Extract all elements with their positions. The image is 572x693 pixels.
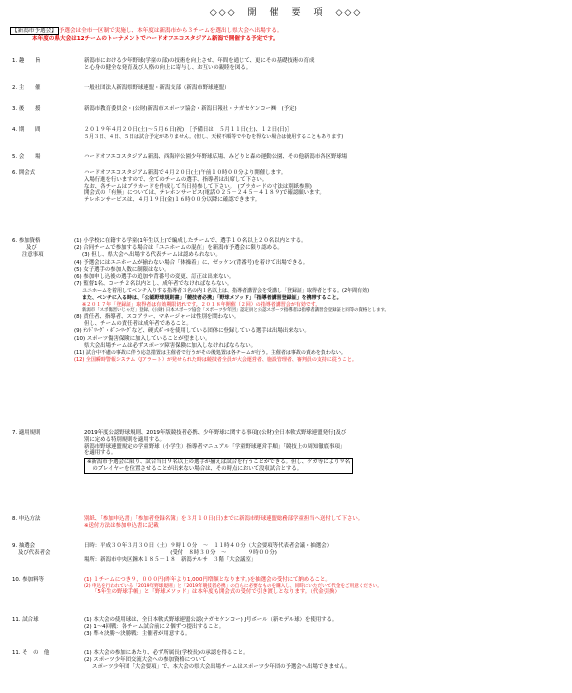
text-line: ※送付方法は参加申込書に記載: [84, 522, 159, 529]
text-line: (1) 本大会の参加にあたり、必ず所属長(学校長)の承認を得ること。: [84, 650, 249, 656]
notice-line-2: 本年度の県大会は12チームのトーナメントでハードオフエコスタジアム新潟で開催する予定です。: [32, 35, 279, 42]
text-line: ※２０１７年「登録証」取得者は有効期限切れです。２０１８年開催（２回）の指導者講習会が有効です。: [82, 301, 321, 308]
text-line: を適用する。: [84, 450, 117, 457]
text-line: (6) 参加申し込後の選手の追加や背番号の変更、訂正は出来ない。: [74, 273, 235, 280]
section-number: 6. 開会式: [12, 170, 36, 176]
text-line: テレホンサービスは、４月１９日(金)１６時００分以降に確認できます。: [84, 197, 261, 203]
text-line: (9) ﾃﾝﾄﾞﾘｰｸﾞ・ﾎﾞﾆｰﾘｰｸﾞなど、硬式ﾎﾞｰﾙを使用している団体に登録している選手は出場出来ない。: [74, 328, 310, 335]
text-line: 新潟市野球連盟規定の学童野球（小学生）指導者マニュアル「学童野球運営手順」「競技上の周知徹底事項」: [84, 443, 346, 450]
text-line: 別紙、「参加申込書」「参加者登録名簿」を３月１０日(日)までに新潟市野球連盟総務部学童担当へ送付して下さい。: [84, 516, 364, 522]
text-line: 一般社団法人新潟県野球連盟・新潟支部（新潟市野球連盟）: [84, 85, 230, 91]
text-line: (8) 責任者、指導者、スコアラー、マネージャーは性別を問わない。: [74, 314, 240, 321]
text-line: (受付 ８時３０分 ～ ９時００分): [84, 549, 277, 556]
section-number: 5. 会 場: [12, 154, 41, 160]
text-line: ※新潟市予選会に限り、試合当日９名以上の選手が揃えば試合を行うことができる。但し、ケガ等により９名: [87, 459, 351, 465]
document-title: ◇◇◇ 開 催 要 項 ◇◇◇: [209, 8, 363, 18]
section-number: 9. 抽選会: [12, 543, 36, 549]
text-line: ２０１９年４月２０日(土)～５月６日(祝) ［予備日は ５月１１日(土)、１２日(日)］: [84, 127, 293, 133]
section-number: 10. 参加料等: [12, 577, 44, 583]
text-line: 但し、チームの責任者は成年者であること。: [84, 321, 192, 328]
section-number: 2. 主 催: [12, 85, 41, 91]
text-line: (2) スポーツ少年団交流大会への参加資格について: [84, 656, 207, 663]
text-line: 新潟市教育委員会・(公財)新潟市スポーツ協会・新潟日報社・ナガセケンコー㈱ (予定): [84, 106, 297, 112]
text-line: 場所：新潟市中央区鐘木１８５－１８ 新潟テルサ ３階「大会議室」: [84, 556, 257, 563]
text-line: と心身の健全な発育及び人格の向上に寄与し、お互いの親睦を図る。: [84, 64, 252, 71]
text-line: また、ベンチに入る時は、「公認野球規則書」「競技者必携」「野球メソッド」「指導者講習登録証」を携帯すること。: [82, 294, 342, 301]
text-line: 別に定める特別規則を適用する。: [84, 436, 165, 443]
text-line: なお、各チームはプラカードを作成して当日持参して下さい。 (プラカードの寸法は別紙参照): [84, 183, 312, 190]
section-number: 3. 後 援: [12, 106, 41, 112]
special-rule-box: [84, 458, 353, 474]
text-line: ハードオフエコスタジアム新潟、西海岸公園少年野球広場、みどりと森の運動公園、その他新潟市各区野球場: [84, 154, 348, 160]
section-number: 7. 適用規則: [12, 430, 41, 436]
section-number: 8. 申込方法: [12, 516, 41, 522]
text-line: (5) 女子選手の参加人数に制限はない。: [74, 266, 170, 273]
section-number: 4. 期 間: [12, 127, 41, 133]
text-line: 新潟市「スポ傷害いじゃだ」登録、(公財) 日本スポーツ協会「スポーツ少年団」認定員と公認スポーツ指導者は指導者講習会登録証と同等の資格とします。: [82, 308, 389, 314]
section-number: 1. 趣 旨: [12, 58, 41, 64]
text-line: 開会式の「有無」については、テレホンサービス(電話０２５－２４５－４１８９)で確認願います。: [84, 190, 325, 197]
text-line: (10) スポーツ傷害保険に加入していることが望ましい。: [74, 335, 211, 342]
section-number-sub: 及び代表者会: [18, 549, 51, 556]
text-line: 「5年生の野球手帳」と「野球メソッド」は本年度も開会式の受付で引き渡しとなります。（代金引換）: [92, 589, 340, 596]
text-line: (3) 準々決勝～決勝戦：主催者が用意する。: [84, 630, 191, 637]
section-number: 11. そ の 他: [12, 650, 50, 656]
text-line: 新潟市における少年野球(学童の部)の技術を向上させ、年間を通じて、更にその基礎技術の育成: [84, 58, 315, 64]
text-line: 2019年度公認野球規則、2019年版競技者必携、少年野球に関する事項[(公財)全日本軟式野球連盟発行]及び: [84, 430, 347, 436]
text-line: (7) 監督1名、コーチ２名以内とし、成年者でなければならない。: [74, 281, 233, 288]
text-line: スポーツ少年団「大会要項」で、本大会の県大会出場チームはスポーツ少年団の予選会へ出場できません。: [92, 663, 351, 670]
text-line: (2) 合同チームで参加する場合は「ユニホームの混在」を新潟市予選会に限り認める。: [74, 245, 283, 252]
section-number-sub: 及び: [26, 244, 37, 251]
text-line: (1) １チームにつき９，０００円(昨年より1,000円増額となります。)を抽選会の受付にて納めること。: [84, 577, 331, 583]
text-line: (4) 予選会にはユニホームが揃わない場合「体操着」に、ゼッケン(背番号)を着けて出場できる。: [74, 259, 309, 266]
text-line: (11) 試合中不慮の事故に伴う応急措置は主催者で行うがその後処置は各チームが行う。主催者は事故の責めを負わない。: [74, 350, 346, 357]
notice-line-1: 予選会は全市一区制で実施し、本年度は新潟市から３チームを選出し県大会へ出場する。: [58, 28, 283, 34]
text-line: ５月３日、４日、５日は試合予定がありません。(但し、天候不順等でやむを得ない場合は使用することもあります): [84, 133, 344, 140]
section-number: 11. 試合球: [12, 617, 39, 623]
notice-block: [10, 28, 562, 43]
text-line: (12) 全国瞬時警報システム（Jアラート）が発せられた時は競技者全員が大会運営者、施設管理者、審判員の支持に従うこと。: [74, 356, 357, 363]
text-line: ユニホームを着用してベンチ入りする指導者３名の内１名以上は、指導者講習会を受講し「登録証」取得者とする。(2年間有効): [82, 288, 370, 295]
section-number-sub: 注意事項: [22, 251, 44, 258]
text-line: (1) 本大会の使用球は、全日本軟式野球連盟公認(ナガセケンコー) J号ボール（新モデル球）を使用する。: [84, 617, 338, 623]
text-line: のプレイヤーを位置させることが出来ない場合は、その時点において没収試合とする。: [87, 465, 303, 472]
text-line: (2) 申込を行われている「2019年野球規則」と「2019年競技者必携」の自らに必要なものを購入し、同時にいただいて代金をご用意ください。: [84, 583, 382, 589]
text-line: (1) 小学校に在籍する学童(1年生以上)で編成したチームで、選手１０名以上２０名以内とする。: [74, 238, 307, 244]
text-line: 日時：平成３０年３月３０日（土）９時１０分 ～ １１時４０分（大会要項等代表者会議・抽選会）: [84, 543, 332, 549]
text-line: 県大会出場チームは必ずスポーツ障害保険に加入しなければならない。: [84, 342, 257, 349]
text-line: (2) 1～4回戦：各チーム試合前に２個ずつ提出すること。: [84, 623, 225, 630]
notice-tag: 【新潟市予選会】: [12, 28, 57, 34]
text-line: ハードオフエコスタジアム新潟で４月２０日(土)午前１０時００分より開催します。: [84, 170, 287, 176]
section-number: 6. 参加資格: [12, 238, 41, 244]
text-line: 入場行進を行いますので、全てのチームの選手、指導者は出席して下さい。: [84, 176, 268, 183]
text-line: (3) 但し、県大会へ出場する代表チームは認められない。: [82, 252, 221, 259]
